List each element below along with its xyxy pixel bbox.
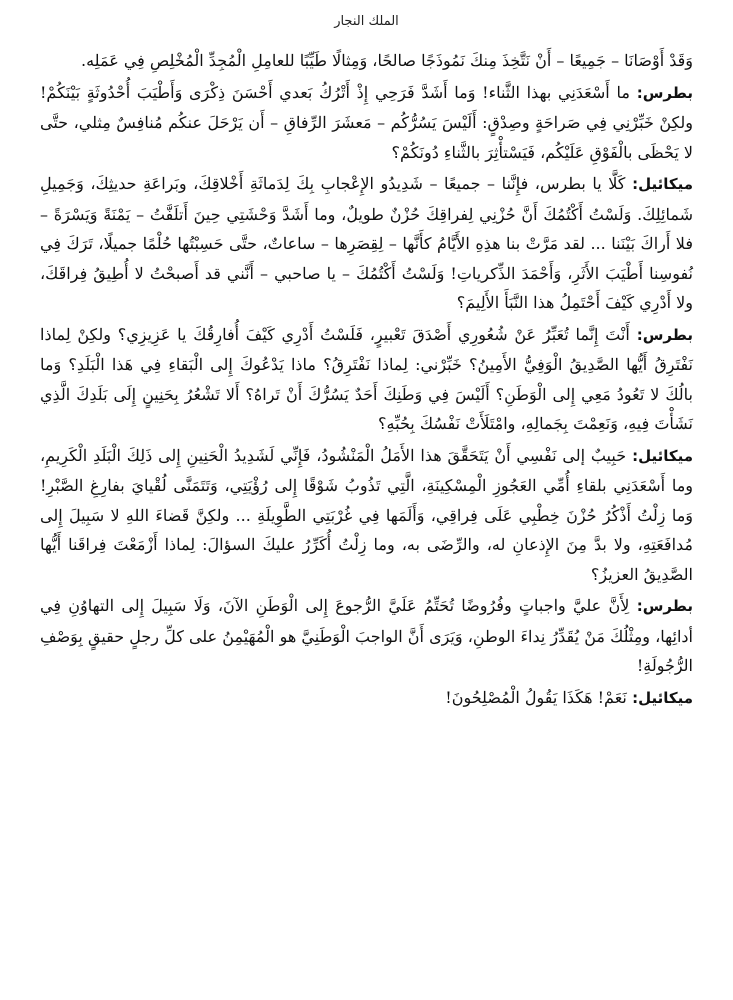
paragraph-text: حَبِيبٌ إلى نَفْسِي أَنْ يَتَحَقَّقَ هذا الأَمَلُ الْمَنْشُودُ، فَإِنِّي لَشَدِيدُ الْحَنِينِ إِلى ذَلِكَ الْبَلَدِ الْكَرِيمِ، وما أَسْعَدَنِي بلقاءِ أُمِّي العَجُوزِ الْمِسْكِينَةِ، الَّتِي تَذُوبُ شَوْقًا إِلى رُؤْيَتِي، وَتَتَمَنَّى لُقْيايَ بفارِغِ الصَّبْرِ! وَما زِلْتُ أَذْكُرُ حُزْنَ خِطْبِي عَلَى فِراقِي، وَأَلَمَها فِي غُرْبَتِي الطَّوِيلَةِ ... ولكِنَّ قَضاءَ اللهِ لا سَبِيلَ إِلى مُدافَعَتِهِ، ولا بدَّ مِنَ الإِذعانِ له، والرِّضَى به، وما زِلْتُ أُكَرِّرُ عليكَ السؤالَ: لِماذا أَزْمَعْتَ فِراقَنا أَيُّها الصَّدِيقُ العزيزُ؟ bbox=[40, 445, 693, 584]
speaker-name: ميكائيل: bbox=[626, 446, 693, 465]
paragraph-2 bbox=[40, 78, 693, 168]
paragraph-4 bbox=[40, 320, 693, 439]
running-header-title: الملك النجار bbox=[334, 14, 399, 29]
paragraph-7 bbox=[40, 683, 693, 714]
speaker-name: ميكائيل: bbox=[626, 688, 693, 707]
paragraph-text: لِأَنَّ عليَّ واجباتٍ وفُرُوضًا تُحَتِّمُ عَلَيَّ الرُّجوعَ إِلى الْوَطَنِ الآنَ، وَلَا سَبِيلَ إِلى التهاوُنِ فِي أدائِها، ومِثْلُكَ مَنْ يُقَدِّرُ نِداءَ الوطنِ، وَيَرَى أَنَّ الواجبَ الْوَطَنِيَّ هو الْمُهَيْمِنُ على كلِّ رجلٍ حقيقٍ بِوَصْفِ الرُّجُولَةِ! bbox=[40, 596, 693, 675]
paragraph-6 bbox=[40, 591, 693, 681]
speaker-name: بطرس: bbox=[629, 83, 693, 102]
paragraph-1 bbox=[40, 46, 693, 76]
speaker-name: بطرس: bbox=[629, 325, 694, 344]
dialogue-body bbox=[40, 46, 693, 713]
paragraph-3 bbox=[40, 169, 693, 318]
speaker-name: ميكائيل: bbox=[625, 175, 693, 193]
paragraph-text: وَقَدْ أَوْصَانَا – جَمِيعًا – أَنْ نَتَّخِذَ مِنكَ نَمُوذَجًا صالحًا، وَمِثالًا طَيِّبًا للعامِلِ الْمُجِدِّ الْمُخْلِصِ فِي عَمَلِه. bbox=[81, 51, 693, 70]
paragraph-5 bbox=[40, 441, 693, 590]
speaker-name: بطرس: bbox=[629, 597, 694, 615]
paragraph-text: ما أَسْعَدَنِي بهذا الثَّناء! وَما أَشَدَّ فَرَحِي إِذْ أَتْرُكُ بَعدي أَحْسَنَ ذِكْرَى وَأَطْيَبَ أُحْدُوثَةٍ بَيْنَكُمْ! ولكِنْ خَبِّرْنِي فِي صَراحَةٍ وصِدْقٍ: أَلَيْسَ يَسُرُّكُم – مَعشَرَ الرِّفاقِ – أَن يَرْحَلَ عنكُم مُنافِسٌ مِثلي، حتَّى لا يَحْظَى بالْفَوْقِ عَلَيْكُم، فَيَسْتأْثِرَ بالثَّناءِ دُونَكُمْ؟ bbox=[40, 82, 693, 162]
paragraph-text: كَلَّا يا بطرس، فإِنَّنا – جميعًا – شَدِيدُو الإِعْجابِ بِكَ لِدَماثَةِ أَخْلاقِكَ، وبَراعَةِ حديثِكَ، وَجَمِيلِ شَمائِلِكَ. وَلَسْتُ أَكْتُمُكَ أَنَّ حُزْنِي لِفراقِكَ حُزْنٌ طويلٌ، وما أَشَدَّ وَحْشَتِي حِينَ أَتلَفَّتُ – يَمْنَةً وَيَسْرَةً – فلا أَراكَ بَيْنَنا ... لقد مَرَّتْ بنا هذِهِ الأَيَّامُ كأَنَّها – لِقِصَرِها – ساعاتٌ، حتَّى حَسِبْتُها حُلْمًا جميلًا، تَرَكَ فِي نُفوسِنا أَطْيَبَ الأَثَرِ، وَأَحْمَدَ الذِّكرياتِ! وَلَسْتُ أَكْتُمُكَ – يا صاحبي – أَنَّني قد أَصبحْتُ لا أُطِيقُ فِراقَكَ، ولا أَدْرِي كَيْفَ أَحْتَمِلُ هذا النَّبَأَ الأَلِيمَ؟ bbox=[40, 174, 693, 312]
paragraph-text: أَنْتَ إِنَّما تُعَبِّرُ عَنْ شُعُورِي أَصْدَقَ تَعْبيرٍ، فَلَسْتُ أَدْرِي كَيْفَ أُفارِقُكَ يا عَزِيزِي؟ ولكِنْ لِماذا نَفْتَرِقُ أَيُّها الصَّدِيقُ الْوَفِيُّ الأَمِينُ؟ خَبِّرْني: لِماذا نَفْتَرِقُ؟ ماذا يَدْعُوكَ إِلى الْبَقاءِ فِي هَذا الْبَلَدِ؟ وَما بالُكَ لا تَعُودُ مَعِي إِلى الْوَطَنِ؟ أَلَيْسَ فِي وَطَنِكَ أَحَدٌ يَسُرُّكَ أَنْ تَراهُ؟ أَلا تَشْعُرُ بِحَنِينٍ إِلَى بَلَدِكَ الَّذِي نَشَأْتَ فِيهِ، وَنَعِمْتَ بِجَمالِهِ، وامْتَلَأَتْ نَفْسُكَ بِحُبِّهِ؟ bbox=[40, 324, 694, 433]
paragraph-text: نَعَمْ! هَكَذَا يَقُولُ الْمُصْلِحُونَ! bbox=[445, 687, 627, 707]
